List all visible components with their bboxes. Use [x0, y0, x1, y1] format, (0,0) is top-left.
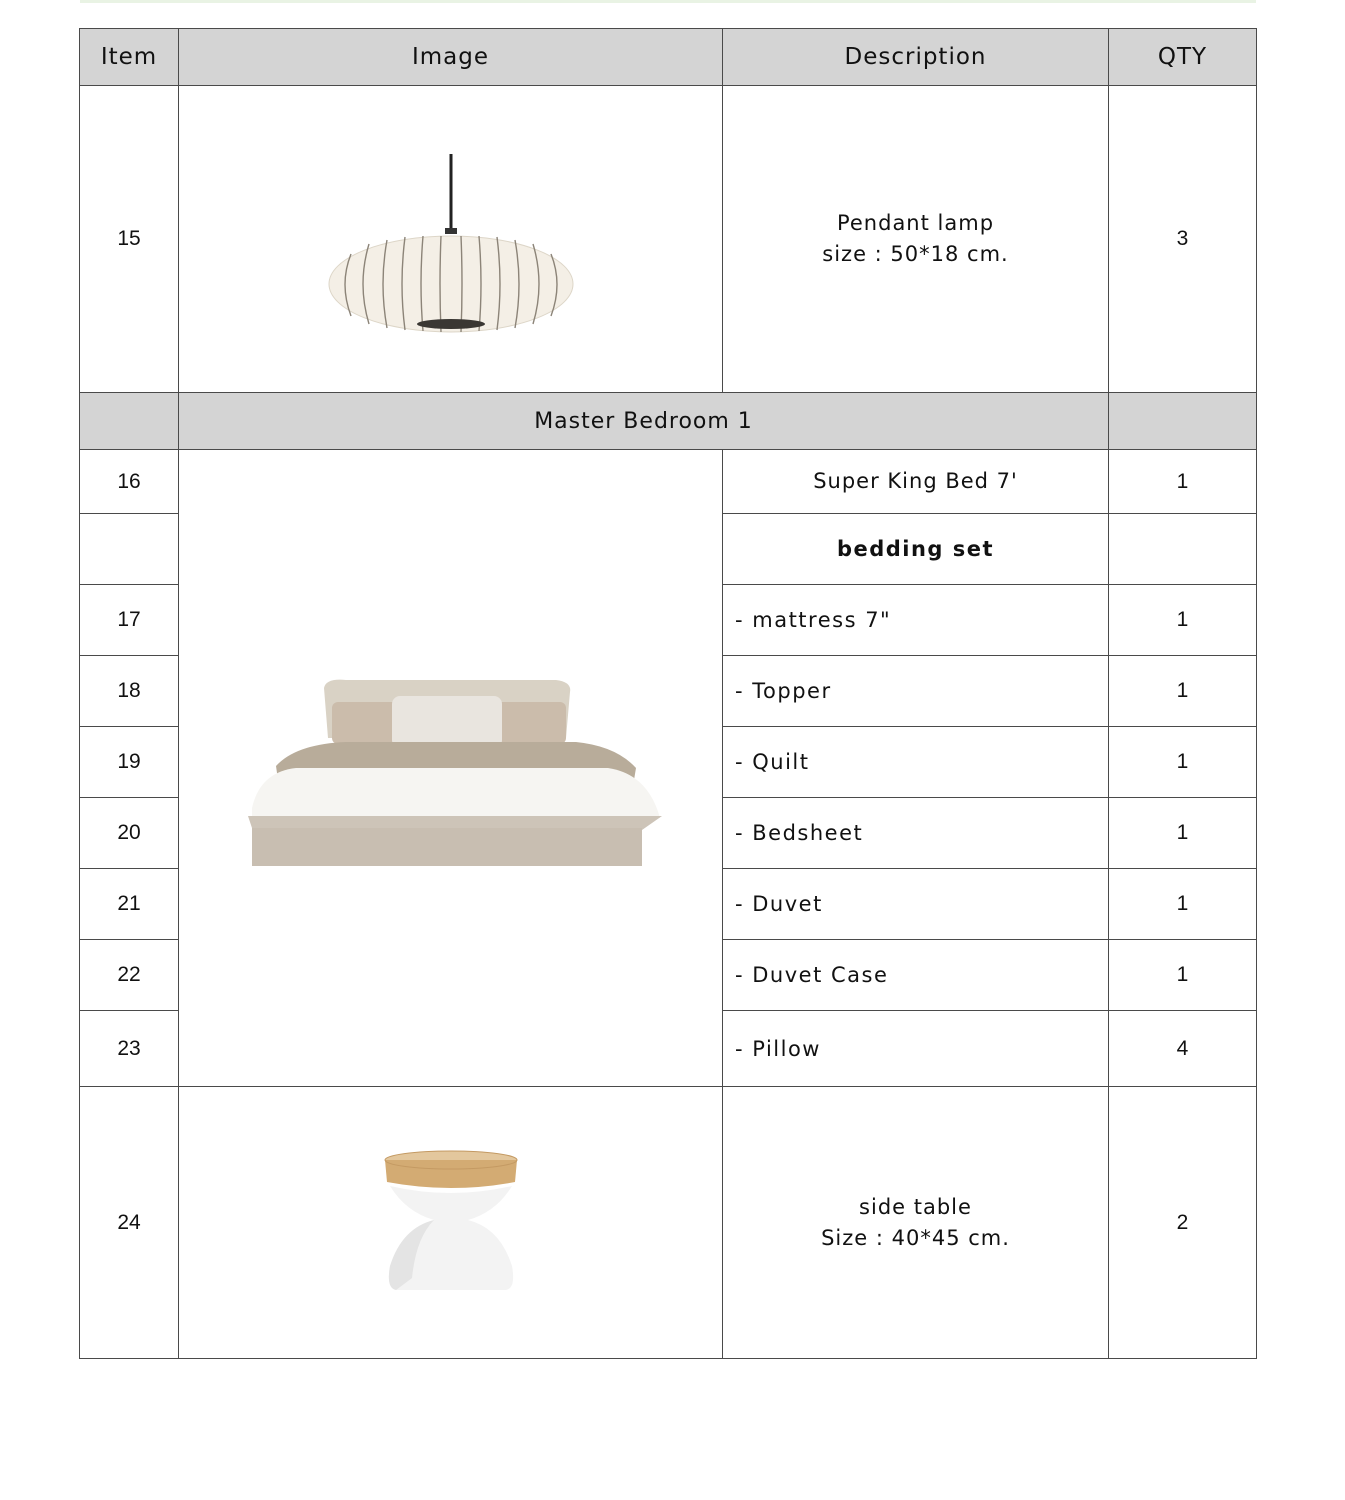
section-row: [80, 393, 1257, 450]
pendant-lamp-image: [321, 144, 581, 334]
section-title: Master Bedroom 1: [179, 393, 1109, 450]
item-number: 19: [80, 727, 179, 798]
furniture-schedule-table: [79, 28, 1257, 1359]
side-table-image: [376, 1148, 526, 1298]
item-number-empty: [80, 514, 179, 585]
table-row: [80, 450, 1257, 514]
description-cell: - Duvet Case: [723, 940, 1109, 1011]
header-row: [80, 29, 1257, 86]
qty-cell-empty: [1109, 514, 1257, 585]
description-line: side table: [859, 1194, 972, 1219]
item-number: 21: [80, 869, 179, 940]
description-cell: [723, 1087, 1109, 1359]
header-image: Image: [179, 29, 723, 86]
item-number: 17: [80, 585, 179, 656]
header-qty: QTY: [1109, 29, 1257, 86]
qty-cell: 1: [1109, 940, 1257, 1011]
item-number: 23: [80, 1011, 179, 1087]
table-row: [80, 1087, 1257, 1359]
qty-cell: 1: [1109, 869, 1257, 940]
header-item: Item: [80, 29, 179, 86]
description-line: size : 50*18 cm.: [822, 242, 1009, 266]
qty-cell: 4: [1109, 1011, 1257, 1087]
section-spacer: [80, 393, 179, 450]
qty-cell: 1: [1109, 450, 1257, 514]
description-cell: - Topper: [723, 656, 1109, 727]
table-row: [80, 86, 1257, 393]
top-rule: [80, 0, 1256, 3]
description-cell: - Bedsheet: [723, 798, 1109, 869]
description-cell: - Quilt: [723, 727, 1109, 798]
qty-cell: 3: [1109, 86, 1257, 393]
item-number: 22: [80, 940, 179, 1011]
description-cell: - Pillow: [723, 1011, 1109, 1087]
description-cell: [723, 86, 1109, 393]
qty-cell: 2: [1109, 1087, 1257, 1359]
image-cell: [179, 1087, 723, 1359]
description-cell: - Duvet: [723, 869, 1109, 940]
item-number: 24: [80, 1087, 179, 1359]
description-line: Size : 40*45 cm.: [821, 1225, 1010, 1250]
item-number: 20: [80, 798, 179, 869]
description-line: Pendant lamp: [836, 211, 995, 235]
image-cell: [179, 86, 723, 393]
image-cell: [179, 450, 723, 1087]
description-cell: Super King Bed 7': [723, 450, 1109, 514]
item-number: 16: [80, 450, 179, 514]
header-description: Description: [723, 29, 1109, 86]
item-number: 18: [80, 656, 179, 727]
item-number: 15: [80, 86, 179, 393]
qty-cell: 1: [1109, 727, 1257, 798]
qty-cell: 1: [1109, 656, 1257, 727]
description-cell: - mattress 7": [723, 585, 1109, 656]
section-spacer: [1109, 393, 1257, 450]
subsection-title: bedding set: [723, 514, 1109, 585]
bed-image: [236, 668, 666, 868]
qty-cell: 1: [1109, 585, 1257, 656]
qty-cell: 1: [1109, 798, 1257, 869]
